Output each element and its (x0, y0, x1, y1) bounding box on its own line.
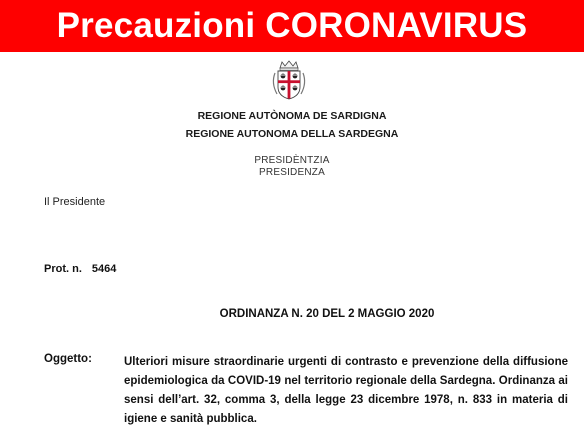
protocol-line (44, 263, 116, 275)
sender-label: Il Presidente (44, 196, 106, 208)
ordinance-title: ORDINANZA N. 20 DEL 2 MAGGIO 2020 (219, 308, 435, 320)
subject-label: Oggetto: (44, 353, 92, 365)
office-name-italian: PRESIDENZA (259, 167, 325, 178)
banner-title: Precauzioni CORONAVIRUS (56, 6, 528, 45)
region-name-sardinian: REGIONE AUTÒNOMA DE SARDIGNA (197, 110, 387, 122)
red-banner (0, 0, 584, 52)
protocol-number: 5464 (91, 263, 117, 275)
region-name-italian: REGIONE AUTONOMA DELLA SARDEGNA (185, 128, 399, 140)
protocol-label: Prot. n. (44, 263, 82, 275)
sardinia-coat-of-arms-icon (268, 59, 310, 101)
subject-text: Ulteriori misure straordinarie urgenti di contrasto e prevenzione della diffusione epidemiologica da COVID-19 nel territorio regionale della Sardegna. Ordinanza ai sensi dell’art. 32, comma 3, della legge 23 dicembre 1978, n. 833 in materia di igiene e sanità pubblica. (124, 356, 568, 425)
office-name-sardinian: PRESIDÈNTZIA (254, 155, 330, 166)
